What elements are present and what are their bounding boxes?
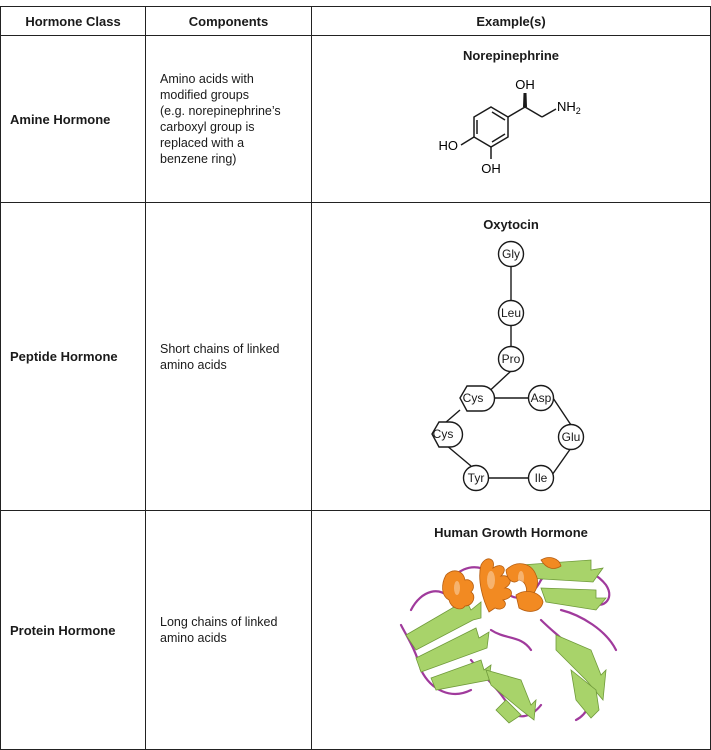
label-glu: Glu (561, 430, 581, 444)
components-line: modified groups (160, 88, 249, 102)
header-hormone-class: Hormone Class (1, 7, 146, 36)
components-amine (146, 36, 312, 203)
row-amine (1, 36, 711, 203)
example-title-norepinephrine: Norepinephrine (462, 47, 560, 63)
components-line: (e.g. norepinephrine’s (160, 104, 281, 118)
label-ile: Ile (534, 471, 548, 485)
example-title-hgh: Human Growth Hormone (434, 525, 588, 540)
components-line: carboxyl group is (160, 120, 255, 134)
label-asp: Asp (530, 391, 552, 405)
example-amine (312, 36, 711, 203)
oxytocin-structure (401, 232, 621, 492)
components-line: amino acids (160, 631, 227, 645)
wedge-bond (523, 93, 527, 107)
label-oh-top: OH (515, 76, 535, 92)
components-line: Long chains of linked (160, 615, 278, 629)
header-row (1, 7, 711, 36)
example-peptide (312, 203, 711, 511)
label-cys-upper: Cys (462, 391, 484, 405)
label-tyr: Tyr (467, 471, 485, 485)
bond-chain (508, 107, 525, 117)
bond-chain (525, 107, 542, 117)
header-examples: Example(s) (312, 7, 711, 36)
components-line: replaced with a (160, 136, 245, 150)
class-peptide: Peptide Hormone (1, 203, 146, 511)
components-line: benzene ring) (160, 152, 237, 166)
benzene-ring (461, 107, 556, 159)
label-nh2: $NH_2$ (557, 98, 581, 116)
components-peptide (146, 203, 312, 511)
class-amine: Amine Hormone (1, 36, 146, 203)
human-growth-hormone-ribbon (391, 540, 631, 730)
example-protein (312, 511, 711, 750)
components-protein (146, 511, 312, 750)
label-gly: Gly (502, 247, 520, 261)
components-line: Amino acids with (160, 72, 254, 86)
bond-hydroxyl (461, 137, 474, 145)
label-pro: Pro (501, 352, 521, 366)
class-protein: Protein Hormone (1, 511, 146, 750)
header-components: Components (146, 7, 312, 36)
hormone-table (0, 6, 711, 750)
label-leu: Leu (500, 306, 522, 320)
bond-amine (542, 109, 556, 117)
components-line: Short chains of linked (160, 341, 280, 356)
label-oh-bottom: OH (481, 160, 501, 176)
row-protein (1, 511, 711, 750)
row-peptide (1, 203, 711, 511)
components-line: amino acids (160, 357, 227, 372)
example-title-oxytocin: Oxytocin (483, 217, 539, 232)
norepinephrine-structure (411, 63, 611, 191)
label-cys-lower: Cys (432, 427, 454, 441)
label-ho: HO (438, 137, 458, 153)
